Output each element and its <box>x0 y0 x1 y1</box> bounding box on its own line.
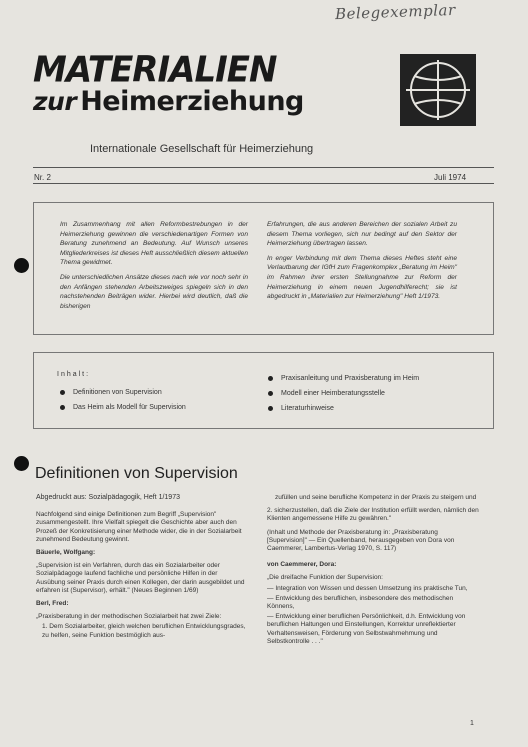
bullet-icon <box>60 405 65 410</box>
punch-hole-top <box>14 258 29 273</box>
quote-list-item: — Entwicklung des beruflichen, insbesondere des methodischen Könnens, <box>267 594 454 611</box>
globe-logo-icon <box>400 54 476 126</box>
quote-list-item: — Entwicklung einer beruflichen Persönlichkeit, d.h. Entwicklung von beruflichen Haltungen und Einstellungen, Korrektur unreflektierter Verhaltensweisen, Förderung von Selbstwahrnehmung und Selbstkontrolle . . ." <box>267 613 466 645</box>
issue-number: Nr. 2 <box>34 173 51 182</box>
article-right-column <box>267 494 479 651</box>
bullet-icon <box>268 406 273 411</box>
intro-paragraph: In enger Verbindung mit dem Thema dieses Heftes steht eine Verlautbarung der IGfH zum Fragenkomplex „Beratung im Heim" im Rahmen ihrer ersten Stellungnahme zur Reform der Heimerziehung in einem neuen Jugendhilferecht; sie ist abgedruckt in „Materialien zur Heimerziehung" Heft 1/1973. <box>267 254 457 301</box>
masthead-title-line1: MATERIALIEN <box>33 49 277 91</box>
toc-item: Das Heim als Modell für Supervision <box>60 404 186 411</box>
quote-list-item: — Integration von Wissen und dessen Umsetzung ins praktische Tun, <box>267 584 468 592</box>
bullet-icon <box>60 390 65 395</box>
intro-paragraph: Die unterschiedlichen Ansätze dieses nach wie vor noch sehr in den Anfängen stehenden Arbeitszweiges spiegeln sich in den nachstehenden Beiträgen wider. Hierbei wird deutlich, daß die bisherigen <box>60 273 248 310</box>
header-divider-top <box>33 167 494 168</box>
bullet-icon <box>268 391 273 396</box>
quote-list-item: 1. Dem Sozialarbeiter, gleich welchen beruflichen Entwicklungsgrades, zu helfen, seine Funktion bestmöglich aus- <box>42 623 246 639</box>
citation: (Inhalt und Methode der Praxisberatung in: „Praxisberatung [Supervision]" — Ein Quellenband, herausgegeben von Dora von Caemmerer, Lambertus-Verlag 1970, S. 117) <box>267 528 455 553</box>
author-name: Berl, Fred: <box>36 600 69 608</box>
punch-hole-bottom <box>14 456 29 471</box>
article-source: Abgedruckt aus: Sozialpädagogik, Heft 1/1973 <box>36 494 180 501</box>
quote-list-item: 2. sicherzustellen, daß die Ziele der Institution erfüllt werden, nämlich den Klienten angemessene Hilfe zu gewähren." <box>267 507 479 523</box>
handwritten-note: Belegexemplar <box>334 0 456 24</box>
masthead-prefix: zur <box>33 87 77 116</box>
intro-right-column <box>267 220 457 307</box>
toc-item: Praxisanleitung und Praxisberatung im Heim <box>268 375 419 382</box>
article-title: Definitionen von Supervision <box>35 465 238 482</box>
page-number: 1 <box>470 720 474 727</box>
toc-item: Literaturhinweise <box>268 405 334 412</box>
masthead-title-line2 <box>33 86 304 117</box>
toc-item: Definitionen von Supervision <box>60 389 162 396</box>
toc-label: Inhalt: <box>57 371 91 378</box>
author-name: Bäuerle, Wolfgang: <box>36 549 96 557</box>
intro-paragraph: Im Zusammenhang mit allen Reformbestrebungen in der Heimerziehung gewinnen die verschiedenartigen Formen von Beratung zunehmend an Bedeutung. Auf Wunsch unseres Mitgliederkreises ist dieses Heft ausschließlich diesem aktuellen Thema gewidmet. <box>60 221 248 267</box>
header-divider-bottom <box>33 183 494 184</box>
masthead-subtitle: Internationale Gesellschaft für Heimerziehung <box>90 143 314 155</box>
intro-paragraph: Erfahrungen, die aus anderen Bereichen der sozialen Arbeit zu diesem Thema vorliegen, sich nur bedingt auf den Sektor der Heimerziehung übertragen lassen. <box>267 221 457 248</box>
toc-item: Modell einer Heimberatungsstelle <box>268 390 385 397</box>
quote: „Supervision ist ein Verfahren, durch das ein Sozialarbeiter oder Sozialpädagoge laufend fachliche und persönliche Hilfen in der Ausübung seiner Praxis durch einen Kollegen, der darin ausgebildet und erfahren ist (Supervisor), erhält." (Neues Beginnen 1/69) <box>36 562 245 594</box>
author-name: von Caemmerer, Dora: <box>267 561 337 569</box>
bullet-icon <box>268 376 273 381</box>
article-intro: Nachfolgend sind einige Definitionen zum Begriff „Supervision" zusammengestellt. Ihre Vielfalt spiegelt die Geschichte aber auch den Prozeß der Konkretisierung einer Methode wider, die in der Sozialarbeit zunehmend Bedeutung gewinnt. <box>36 511 242 543</box>
intro-left-column <box>60 220 248 316</box>
issue-date: Juli 1974 <box>434 173 467 182</box>
quote-continuation: zufüllen und seine berufliche Kompetenz in der Praxis zu steigern und <box>275 494 477 501</box>
article-left-column <box>36 494 246 645</box>
quote: „Praxisberatung in der methodischen Sozialarbeit hat zwei Ziele: <box>36 613 222 621</box>
quote: „Die dreifache Funktion der Supervision: <box>267 574 383 582</box>
masthead-main: Heimerziehung <box>80 86 304 117</box>
